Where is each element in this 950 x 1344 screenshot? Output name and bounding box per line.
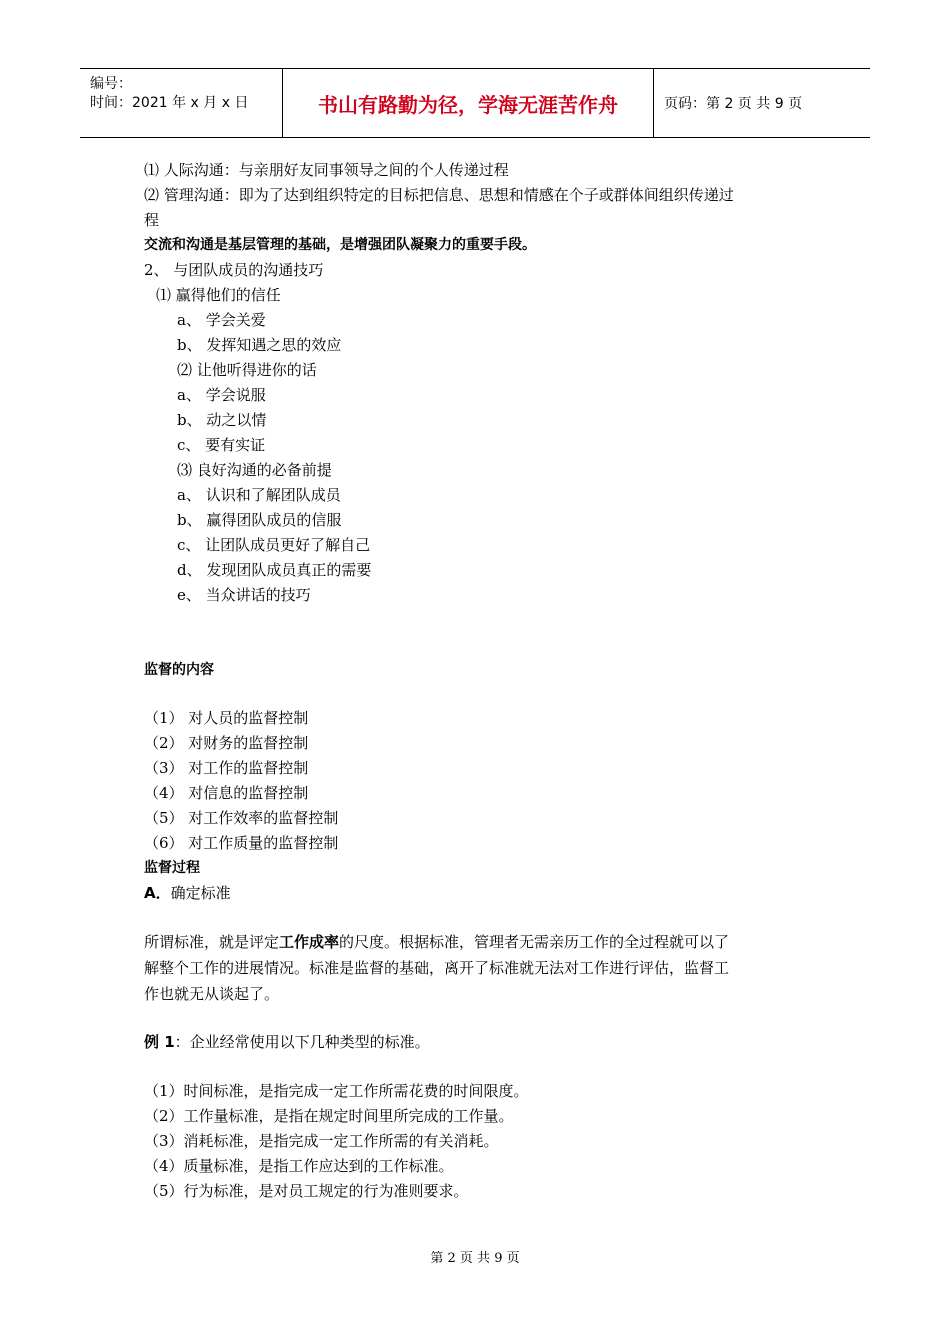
list-item: a、 学会说服 (177, 386, 266, 404)
example-line (144, 1032, 430, 1052)
list-item: （3）消耗标准，是指完成一定工作所需的有关消耗。 (144, 1132, 499, 1150)
list-item: c、 要有实证 (177, 436, 266, 454)
list-item: b、 动之以情 (177, 411, 267, 429)
list-item: b、 发挥知遇之思的效应 (177, 336, 342, 354)
header-page-info: 页码：第 2 页 共 9 页 (664, 96, 803, 112)
example-label: 例 1 (144, 1033, 175, 1051)
subsection-heading: ⑵ 让他听得进你的话 (177, 361, 317, 379)
text-span: 的尺度。根据标准，管理者无需亲历工作的全过程就可以了 (339, 933, 730, 951)
subsection-heading (144, 883, 231, 903)
subsection-text: 确定标准 (170, 884, 231, 902)
text-line: 程 (144, 211, 160, 229)
header-meta (80, 69, 283, 137)
page-header (80, 68, 870, 138)
paragraph-line: 解整个工作的进展情况。标准是监督的基础，离开了标准就无法对工作进行评估，监督工 (144, 959, 730, 977)
list-item: c、 让团队成员更好了解自己 (177, 536, 371, 554)
list-item: （4） 对信息的监督控制 (144, 784, 309, 802)
list-item: a、 认识和了解团队成员 (177, 486, 341, 504)
paragraph-line: 作也就无从谈起了。 (144, 985, 280, 1003)
list-item: d、 发现团队成员真正的需要 (177, 561, 372, 579)
list-item: e、 当众讲话的技巧 (177, 586, 311, 604)
list-item: b、 赢得团队成员的信服 (177, 511, 342, 529)
text-line: ⑴ 人际沟通：与亲朋好友同事领导之间的个人传递过程 (144, 161, 509, 179)
text-span: 所谓标准，就是评定 (144, 933, 280, 951)
list-item: （3） 对工作的监督控制 (144, 759, 309, 777)
example-text: ：企业经常使用以下几种类型的标准。 (174, 1033, 430, 1051)
list-item: （5） 对工作效率的监督控制 (144, 809, 339, 827)
subsection-heading: ⑶ 良好沟通的必备前提 (177, 461, 332, 479)
list-item: a、 学会关爱 (177, 311, 266, 329)
list-item: （5）行为标准，是对员工规定的行为准则要求。 (144, 1182, 469, 1200)
section-heading: 监督过程 (144, 860, 200, 876)
list-item: （6） 对工作质量的监督控制 (144, 834, 339, 852)
list-item: （2）工作量标准，是指在规定时间里所完成的工作量。 (144, 1107, 514, 1125)
header-motto: 书山有路勤为径，学海无涯苦作舟 (283, 69, 654, 137)
section-heading: 监督的内容 (144, 662, 214, 678)
subsection-heading: ⑴ 赢得他们的信任 (156, 286, 281, 304)
text-line: ⑵ 管理沟通：即为了达到组织特定的目标把信息、思想和情感在个子或群体间组织传递过 (144, 186, 734, 204)
page-footer: 第 2 页 共 9 页 (430, 1251, 520, 1266)
list-item: （1）时间标准，是指完成一定工作所需花费的时间限度。 (144, 1082, 529, 1100)
emphasis-text: 工作成率 (279, 933, 340, 951)
header-time: 时间：2021 年 x 月 x 日 (90, 95, 249, 111)
list-item: （1） 对人员的监督控制 (144, 709, 309, 727)
bold-statement: 交流和沟通是基层管理的基础，是增强团队凝聚力的重要手段。 (144, 237, 536, 253)
subsection-label: A． (144, 884, 171, 902)
section-heading: 2、 与团队成员的沟通技巧 (144, 261, 324, 279)
list-item: （4）质量标准，是指工作应达到的工作标准。 (144, 1157, 454, 1175)
paragraph-line (144, 932, 729, 952)
header-number: 编号： (90, 76, 132, 92)
list-item: （2） 对财务的监督控制 (144, 734, 309, 752)
